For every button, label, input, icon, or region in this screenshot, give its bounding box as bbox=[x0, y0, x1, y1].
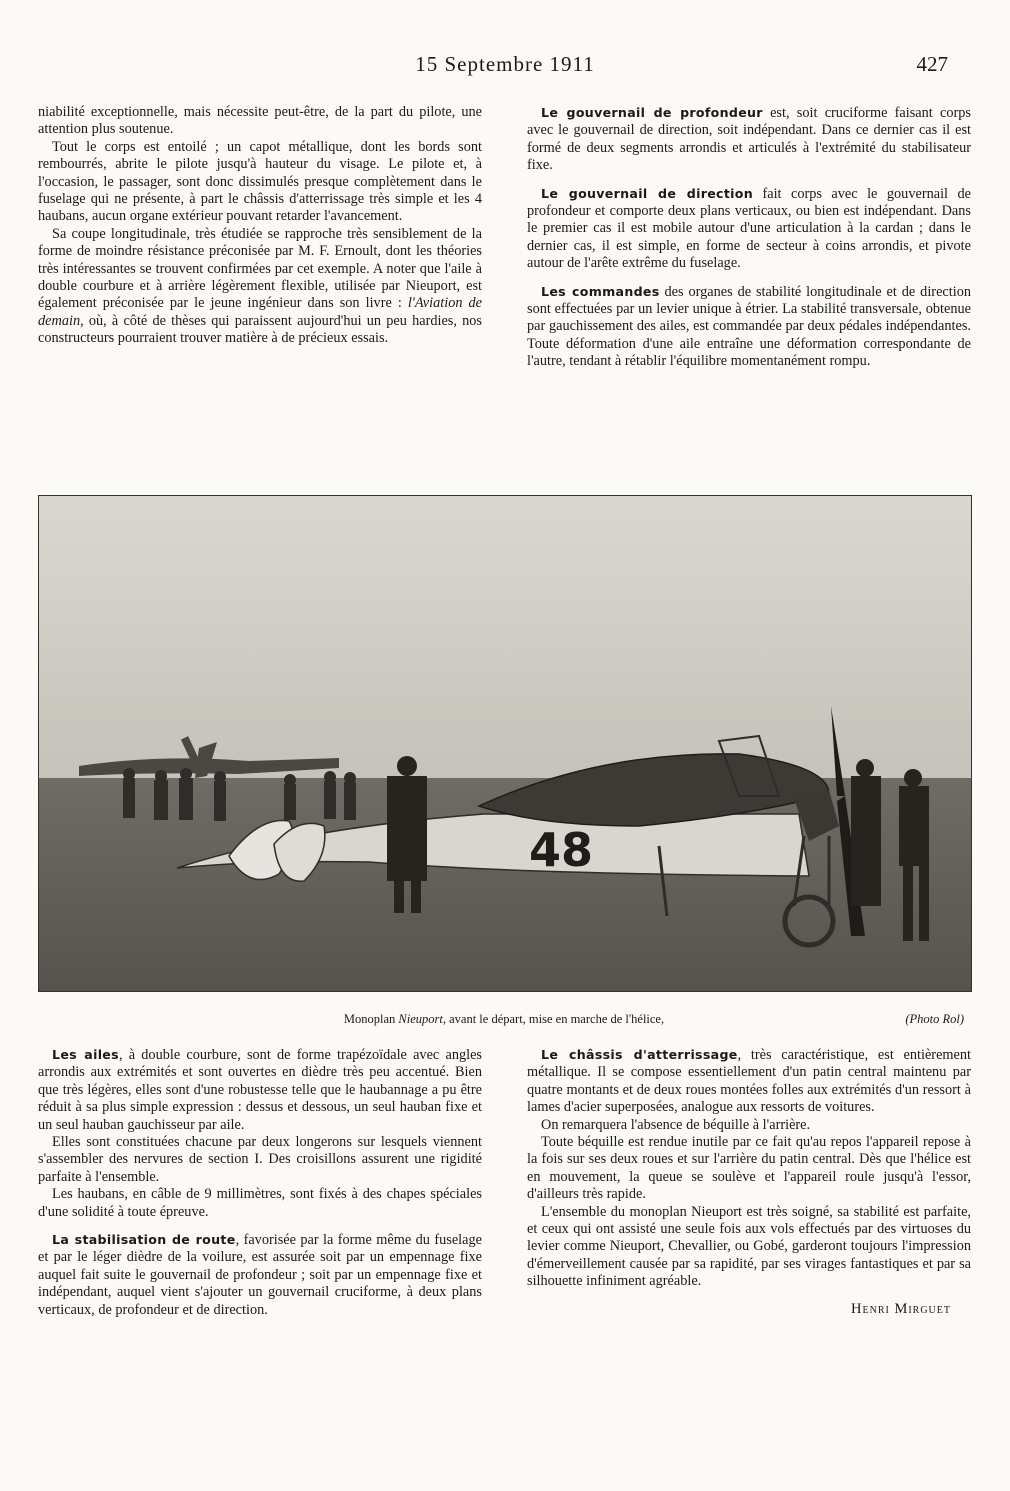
column-bottom-right bbox=[527, 1046, 971, 1318]
paragraph bbox=[38, 226, 482, 348]
issue-date: 15 Septembre 1911 bbox=[415, 52, 595, 76]
text-run: Sa coupe longitudinale, très étudiée se rapproche très sensiblement de la forme de moindre résistance préconisée par M. F. Ernoult, dont les théories très intéressantes se trouvent confirmées par cet exemple. A noter que l'aile à double courbure et à arrière légèrement flexible, utilisée par Nieuport, est également préconisée par le jeune ingénieur dans son livre : bbox=[38, 225, 482, 312]
photo-credit: (Photo Rol) bbox=[905, 1012, 964, 1026]
paragraph: Toute béquille est rendue inutile par ce fait qu'au repos l'appareil repose à la fois sur ses deux roues et sur l'arrière du patin central. Dès que l'hélice est en mouvement, la queue se soulève et l'appareil roule jusqu'à l'essor, d'ailleurs très rapide. bbox=[527, 1134, 971, 1203]
section-heading: La stabilisation de route bbox=[52, 1232, 236, 1248]
text-run: , favorisée par la forme même du fuselage et par le léger dièdre de la voilure, est assurée soit par un empennage fixe auquel fait suite le gouvernail de profondeur ; soit par un empennage fixe et indépendant, auquel vient s'ajouter un gouvernail cruciforme, à deux plans verticaux, de profondeur et de direction. bbox=[38, 1232, 482, 1318]
paragraph: L'ensemble du monoplan Nieuport est très soigné, sa stabilité est parfaite, et ceux qui ont assisté une seule fois aux vols effectués par des virtuoses du levier comme Nieuport, Chevallier, ou Gobé, garderont toujours l'impression d'émerveillement causée par sa rapidité, par ses virages fantastiques et par sa silhouette infiniment agréable. bbox=[527, 1203, 971, 1290]
text-run: fait corps avec le gouvernail de profondeur et comporte deux plans verticaux, ou bien est indépendant. Dans le premier cas il est mobile autour d'une articulation à la cardan ; dans le dernier cas, il est simple, en forme de secteur à coins arrondis, et pivote autour de l'arête extrême du fuselage. bbox=[527, 185, 971, 272]
paragraph-commandes bbox=[527, 283, 971, 371]
text-run: est, soit cruciforme faisant corps avec le gouvernail de direction, soit indépendant. Dans ce dernier cas il est formé de deux segments arrondis et articulés à l'extrémité du stabilisateur fixe. bbox=[527, 105, 971, 174]
section-heading: Les commandes bbox=[541, 283, 660, 299]
plane-number: 48 bbox=[529, 823, 594, 877]
paragraph-gouvernail-profondeur bbox=[527, 104, 971, 175]
page-number: 427 bbox=[916, 52, 948, 76]
page-header bbox=[0, 52, 1010, 82]
caption-text bbox=[38, 1012, 970, 1027]
paragraph-ailes bbox=[38, 1046, 482, 1134]
section-heading: Le gouvernail de profondeur bbox=[541, 105, 763, 120]
paragraph-stabilisation bbox=[38, 1231, 482, 1319]
section-heading: Le châssis d'atterrissage bbox=[541, 1047, 738, 1062]
paragraph: Tout le corps est entoilé ; un capot métallique, dont les bords sont rembourrés, abrite le pilote jusqu'à hauteur du visage. Le pilote et, à l'occasion, le passager, sont donc dissimulés presque complètement dans le fuselage qui ne présente, à part le châssis d'atterrissage très simple et les 4 haubans, aucun organe extérieur pouvant retarder l'avancement. bbox=[38, 138, 482, 225]
text-run: , où, à côté de thèses qui paraissent aujourd'hui un peu hardies, nos constructeurs pourraient trouver matière à de précieux essais. bbox=[38, 312, 482, 347]
paragraph-gouvernail-direction bbox=[527, 185, 971, 273]
column-top-left bbox=[38, 104, 482, 348]
photo-illustration bbox=[39, 496, 971, 991]
photo-nieuport-monoplane bbox=[38, 495, 972, 992]
column-top-right bbox=[527, 104, 971, 371]
text-run: Monoplan bbox=[343, 1012, 399, 1026]
paragraph: Les haubans, en câble de 9 millimètres, sont fixés à des chapes spéciales d'une solidité à toute épreuve. bbox=[38, 1186, 482, 1220]
text-run: des organes de stabilité longitudinale et de direction sont effectuées par un levier unique à étrier. La stabilité transversale, obtenue par gauchissement des ailes, est commandée par deux pédales indépendantes. Toute déformation d'une aile entraîne une déformation correspondante de l'autre, tendant à rétablir l'équilibre momentanément rompu. bbox=[527, 283, 971, 370]
text-run: , à double courbure, sont de forme trapézoïdale avec angles arrondis aux extrémités et sont ouvertes en dièdre très peu accentué. Bien que très légères, elles sont d'une robustesse telle que le haubannage a pu être réduit à sa plus simple expression : dessus et dessous, un seul hauban fixe et un seul hauban gauchisseur par aile. bbox=[38, 1047, 482, 1133]
section-heading: Les ailes bbox=[52, 1047, 119, 1062]
author-signature: Henri Mirguet bbox=[851, 1300, 951, 1317]
book-title: l'Aviation de demain bbox=[38, 295, 483, 329]
photo-caption bbox=[38, 1012, 970, 1032]
text-run: , très caractéristique, est entièrement métallique. Il se compose essentiellement d'un patin central maintenu par quatre montants et de deux roues montées folles aux extrémités d'un ressort à lames d'acier superposées, analogue aux ressorts de voitures. bbox=[527, 1047, 971, 1116]
text-run: , avant le départ, mise en marche de l'hélice, bbox=[442, 1012, 665, 1026]
section-heading: Le gouvernail de direction bbox=[541, 185, 753, 201]
paragraph: Elles sont constituées chacune par deux longerons sur lesquels viennent s'assembler des nervures de section I. Des croisillons assurent une rigidité parfaite à l'ensemble. bbox=[38, 1134, 482, 1185]
paragraph: On remarquera l'absence de béquille à l'arrière. bbox=[541, 1116, 811, 1133]
column-bottom-left bbox=[38, 1046, 482, 1319]
paragraph: niabilité exceptionnelle, mais nécessite peut-être, de la part du pilote, une attention plus soutenue. bbox=[38, 104, 482, 138]
caption-name: Nieuport bbox=[398, 1012, 443, 1026]
paragraph-chassis bbox=[527, 1046, 971, 1117]
